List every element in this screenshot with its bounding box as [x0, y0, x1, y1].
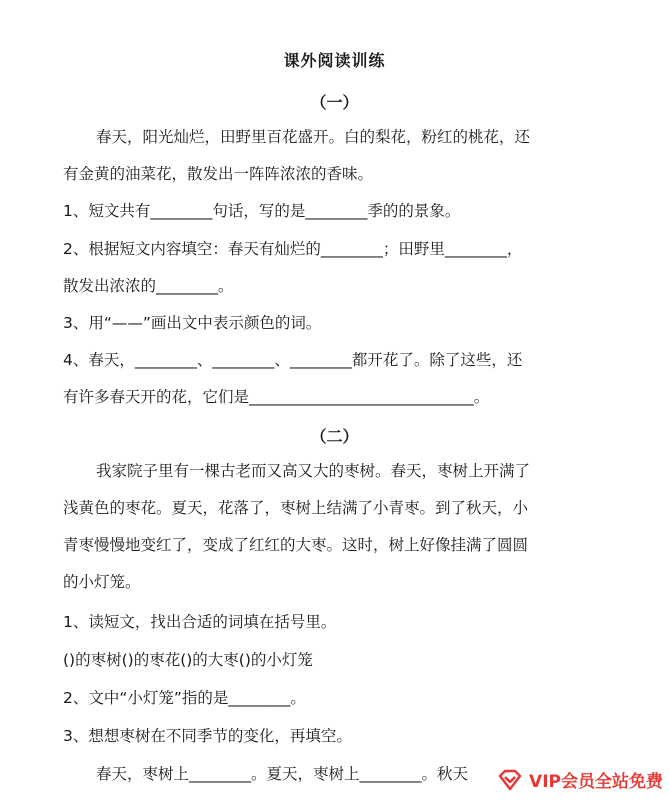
section-1-heading: （一） [310, 93, 359, 112]
passage-2-line-2: 浅黄色的枣花。夏天，花落了，枣树上结满了小青枣。到了秋天，小 [63, 499, 529, 517]
question-1-1: 1、短文共有________句话，写的是________季的的景象。 [63, 202, 461, 220]
document-title: 课外阅读训练 [283, 51, 386, 70]
vip-watermark[interactable] [495, 765, 667, 794]
question-2-3: 3、想想枣树在不同季节的变化，再填空。 [63, 727, 352, 745]
question-1-3: 3、用“——”画出文中表示颜色的词。 [63, 314, 322, 332]
question-1-2: 2、根据短文内容填空：春天有灿烂的________；田野里________， [63, 240, 523, 258]
question-2-1-blanks: ()的枣树()的枣花()的大枣()的小灯笼 [63, 651, 313, 669]
passage-1-line-1: 春天，阳光灿烂，田野里百花盛开。白的梨花，粉红的桃花，还 [96, 128, 531, 146]
section-2-heading: （二） [310, 427, 359, 446]
question-2-2: 2、文中“小灯笼”指的是________。 [63, 689, 306, 707]
passage-2-line-1: 我家院子里有一棵古老而又高又大的枣树。春天，枣树上开满了 [96, 462, 531, 480]
passage-2-line-4: 的小灯笼。 [63, 573, 141, 591]
question-1-4-continued: 有许多春天开的花，它们是_____________________________。 [63, 388, 490, 406]
passage-2-line-3: 青枣慢慢地变红了，变成了红红的大枣。这时，树上好像挂满了圆圆 [63, 536, 529, 554]
diamond-icon [497, 769, 523, 791]
question-2-3-answer-line: 春天，枣树上________。夏天，枣树上________。秋天 [96, 765, 469, 783]
question-2-1: 1、读短文，找出合适的词填在括号里。 [63, 613, 337, 631]
watermark-text: VIP会员全站免费 [529, 772, 663, 792]
question-1-2-continued: 散发出浓浓的________。 [63, 277, 234, 295]
question-1-4: 4、春天，________、________、________都开花了。除了这些，还 [63, 351, 523, 369]
passage-1-line-2: 有金黄的油菜花，散发出一阵阵浓浓的香味。 [63, 165, 374, 183]
